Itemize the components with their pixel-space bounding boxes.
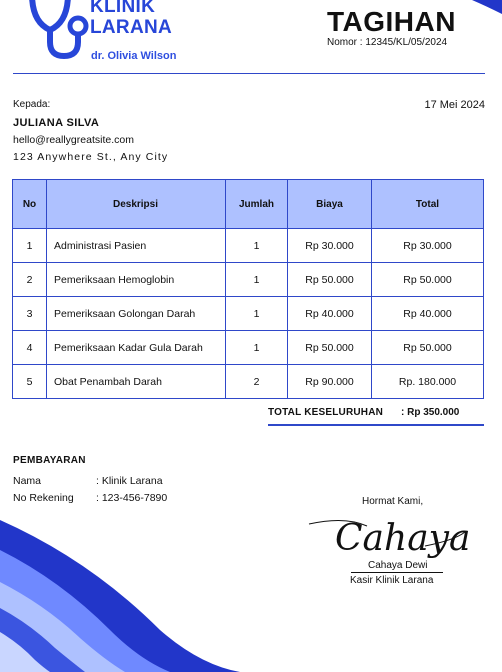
table-row <box>13 229 484 263</box>
grand-total-label: TOTAL KESELURUHAN <box>268 407 384 418</box>
cell-price: Rp 50.000 <box>288 263 372 297</box>
recipient-address: 123 Anywhere St., Any City <box>13 151 169 163</box>
payment-name-value: : Klinik Larana <box>96 475 163 487</box>
header-no: No <box>13 180 47 229</box>
payment-name-label: Nama <box>13 475 42 487</box>
clinic-name <box>90 0 172 38</box>
cell-total: Rp 40.000 <box>372 297 484 331</box>
cell-quantity: 1 <box>226 229 288 263</box>
recipient-name: JULIANA SILVA <box>13 117 100 129</box>
recipient-email: hello@reallygreatsite.com <box>13 134 134 146</box>
invoice-number: Nomor : 12345/KL/05/2024 <box>327 37 448 48</box>
header-description: Deskripsi <box>47 180 226 229</box>
cell-no: 1 <box>13 229 47 263</box>
cell-no: 2 <box>13 263 47 297</box>
cell-price: Rp 40.000 <box>288 297 372 331</box>
table-row <box>13 297 484 331</box>
grand-total-value: : Rp 350.000 <box>401 407 460 418</box>
cell-price: Rp 90.000 <box>288 365 372 399</box>
cell-quantity: 2 <box>226 365 288 399</box>
clinic-name-line2: LARANA <box>90 17 173 38</box>
table-row <box>13 331 484 365</box>
cell-description: Administrasi Pasien <box>47 229 226 263</box>
doctor-name: dr. Olivia Wilson <box>91 50 177 62</box>
header-total: Total <box>372 180 484 229</box>
cell-price: Rp 50.000 <box>288 331 372 365</box>
header-divider <box>13 73 485 74</box>
payment-account-label: No Rekening <box>13 492 74 504</box>
signer-role: Kasir Klinik Larana <box>350 575 434 586</box>
cell-description: Pemeriksaan Kadar Gula Darah <box>47 331 226 365</box>
stethoscope-icon <box>28 0 98 62</box>
closing-text: Hormat Kami, <box>362 496 424 507</box>
table-header-row <box>13 180 484 229</box>
header-price: Biaya <box>288 180 372 229</box>
decorative-waves <box>0 520 502 672</box>
invoice-title: TAGIHAN <box>327 6 456 37</box>
cell-total: Rp. 180.000 <box>372 365 484 399</box>
table-row <box>13 263 484 297</box>
cell-no: 4 <box>13 331 47 365</box>
cell-price: Rp 30.000 <box>288 229 372 263</box>
recipient-label: Kepada: <box>13 99 51 110</box>
cell-total: Rp 30.000 <box>372 229 484 263</box>
cell-total: Rp 50.000 <box>372 331 484 365</box>
clinic-name-line1: KLINIK <box>90 0 156 17</box>
cell-quantity: 1 <box>226 331 288 365</box>
cell-description: Obat Penambah Darah <box>47 365 226 399</box>
header-quantity: Jumlah <box>226 180 288 229</box>
grand-total-underline <box>268 424 484 426</box>
cell-no: 3 <box>13 297 47 331</box>
cell-quantity: 1 <box>226 263 288 297</box>
cell-total: Rp 50.000 <box>372 263 484 297</box>
cell-description: Pemeriksaan Hemoglobin <box>47 263 226 297</box>
corner-decoration <box>472 0 502 14</box>
svg-text:Cahaya: Cahaya <box>335 518 471 559</box>
signer-name: Cahaya Dewi <box>368 560 428 571</box>
cell-description: Pemeriksaan Golongan Darah <box>47 297 226 331</box>
payment-heading: PEMBAYARAN <box>13 455 86 466</box>
cell-no: 5 <box>13 365 47 399</box>
table-row <box>13 365 484 399</box>
invoice-date: 17 Mei 2024 <box>424 99 485 111</box>
invoice-table <box>12 179 484 399</box>
payment-account-value: : 123-456-7890 <box>96 492 168 504</box>
cell-quantity: 1 <box>226 297 288 331</box>
